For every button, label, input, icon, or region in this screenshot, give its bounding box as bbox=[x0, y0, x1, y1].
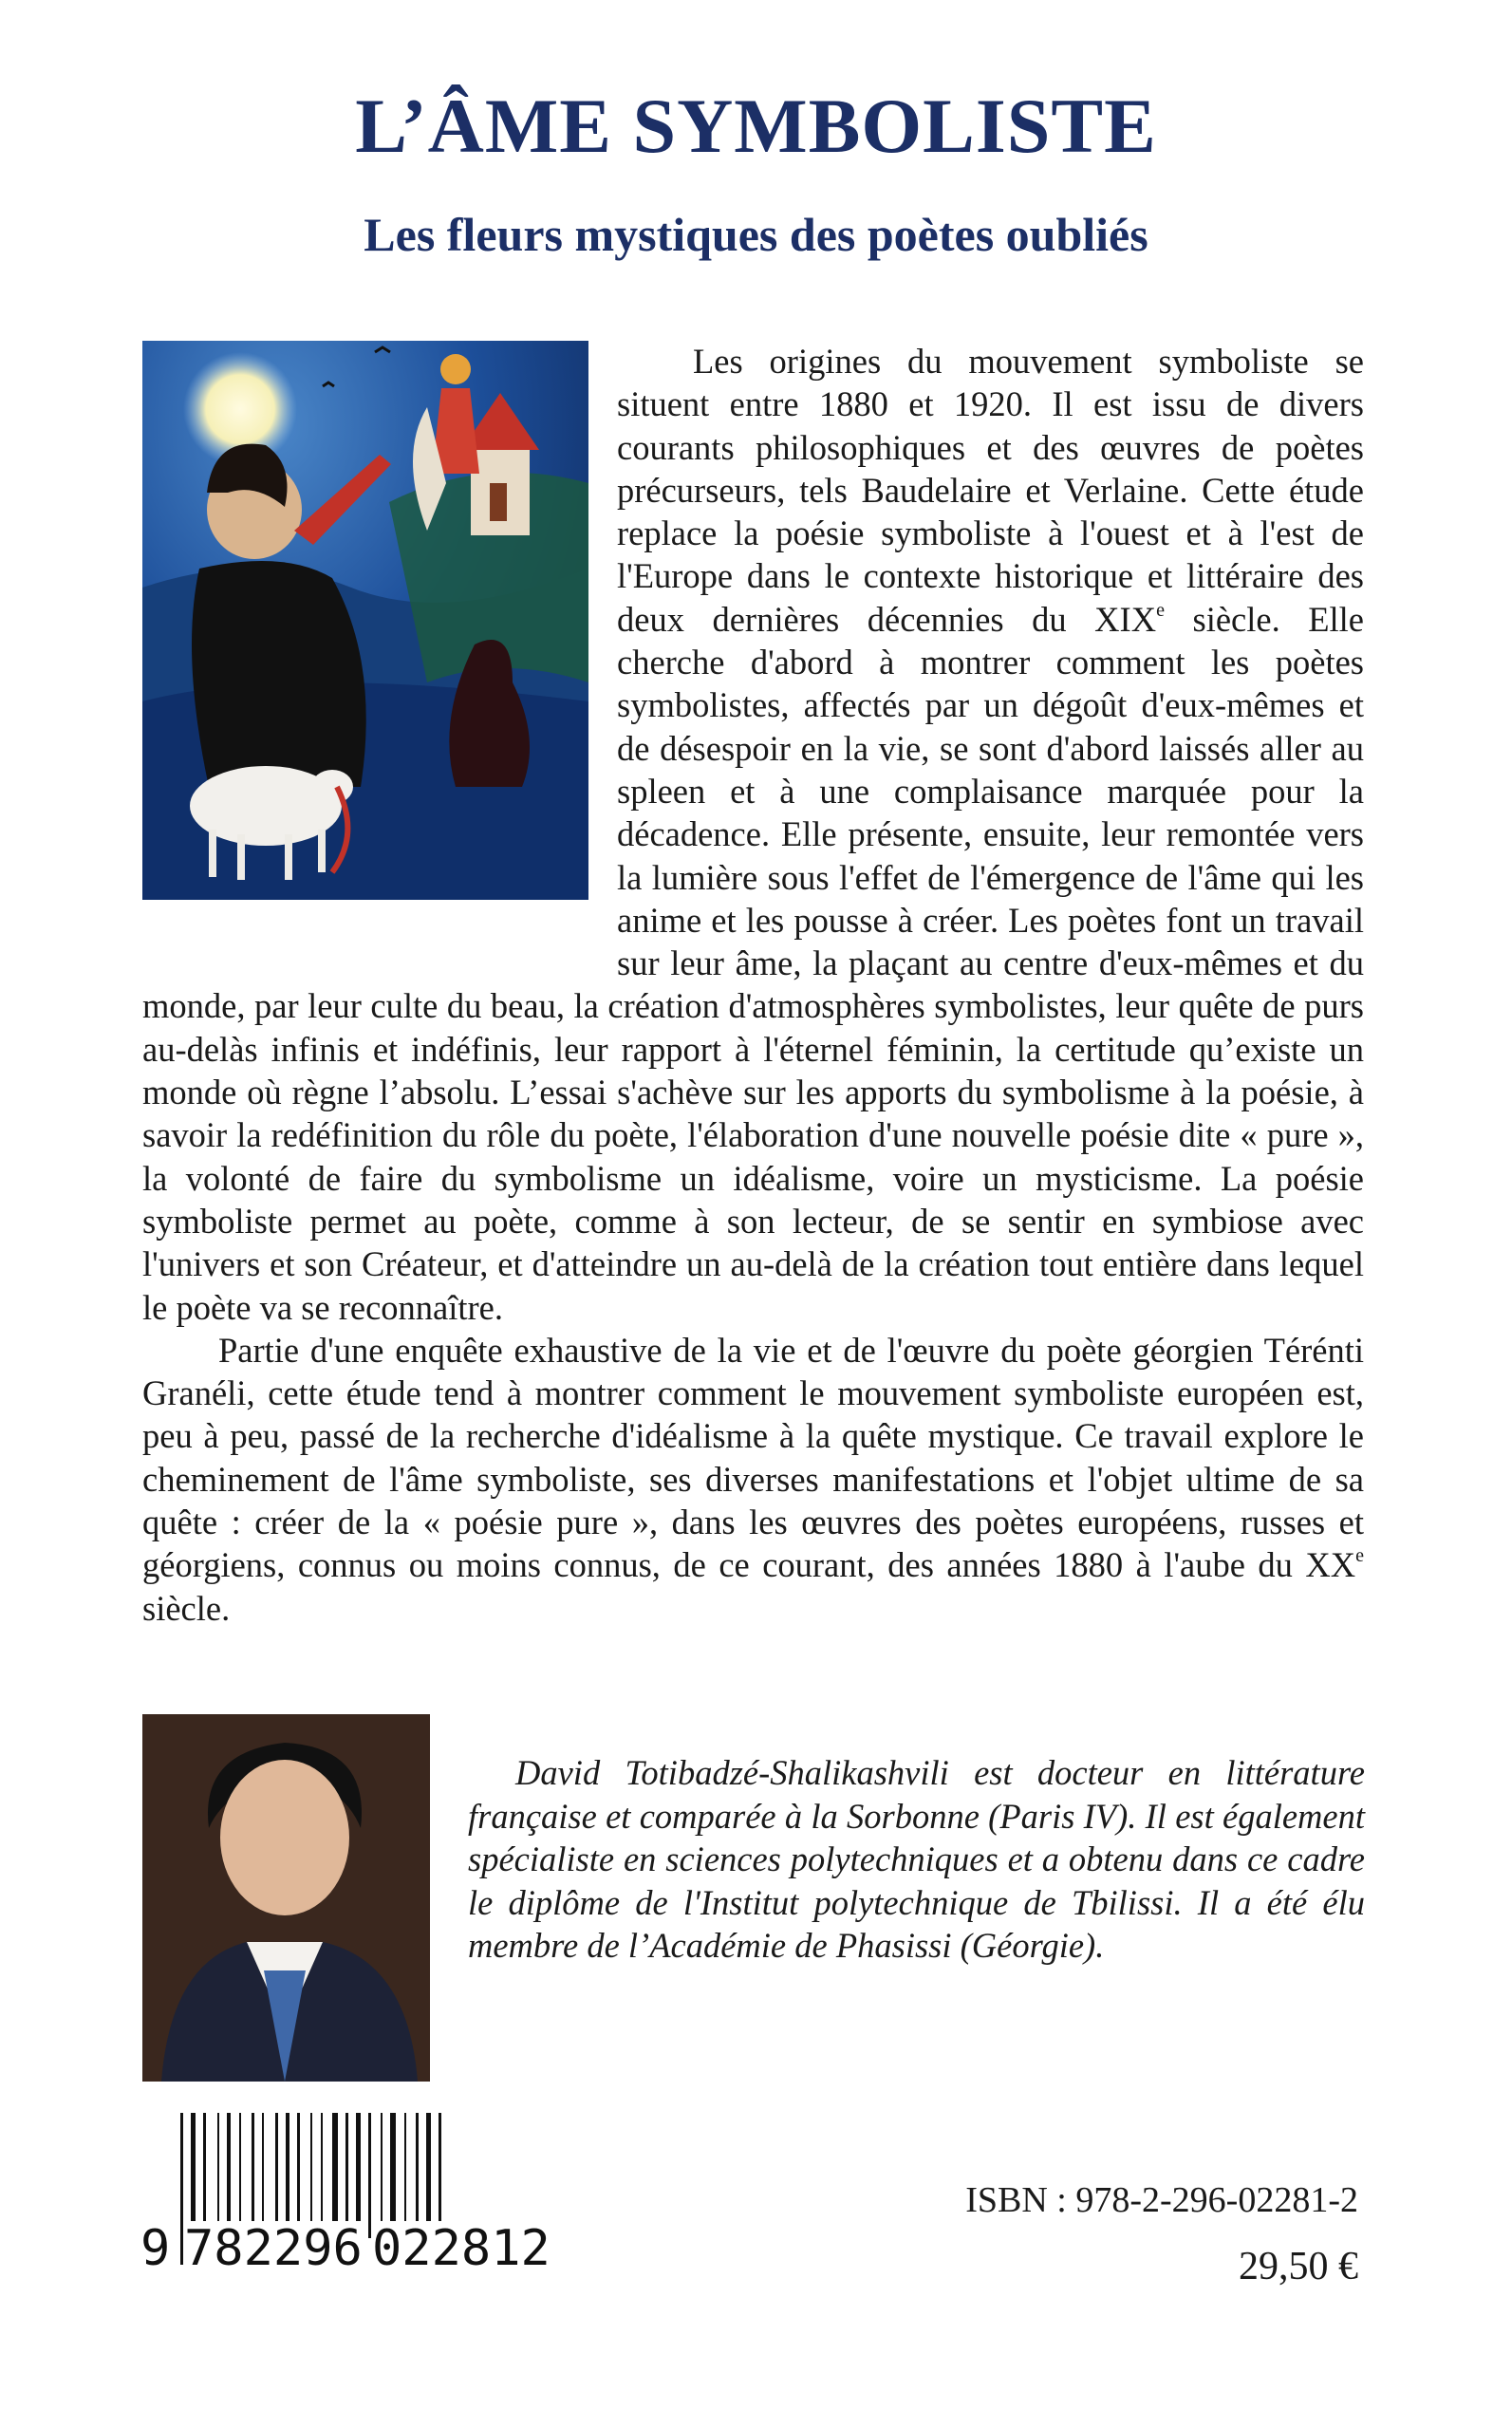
price: 29,50 € bbox=[1239, 2245, 1358, 2288]
summary-paragraph-1: Les origines du mouvement symboliste se situent entre 1880 et 1920. Il est issu de divers courants philosophiques et des œuvres de poètes précurseurs, tels Baudelaire et Verlaine. Cette étude replace la poésie symboliste à l'ouest et à l'est de l'Europe dans le contexte historique et littéraire des deux dernières décennies du XIXe siècle. Elle cherche d'abord à montrer comment les poètes symbolistes, affectés par un dégoût d'eux-mêmes et de désespoir en la vie, se sont d'abord laissés aller au spleen et à une complaisance marquée pour la décadence. Elle présente, ensuite, leur remontée vers la lumière sous l'effet de l'émergence de l'âme qui les anime et les pousse à créer. Les poètes font un travail sur leur âme, la plaçant au centre d'eux-mêmes et du monde, par leur culte du beau, la création d'atmosphères symbolistes, leur quête de purs au-delàs infinis et indéfinis, leur rapport à l'éternel féminin, la certitude qu’existe un monde où règne l’absolu. L’essai s'achève sur les apports du symbolisme à la poésie, à savoir la redéfinition du rôle du poète, l'élaboration d'une nouvelle poésie dite « pure », la volonté de faire du symbolisme un idéalisme, voire un mysticisme. La poésie symboliste permet au poète, comme à son lecteur, de se sentir en symbiose avec l'univers et son Créateur, et d'atteindre un au-delà de la création tout entière dans lequel le poète va se reconnaître. bbox=[142, 342, 1364, 1327]
author-photo bbox=[142, 1714, 430, 2082]
barcode-bar bbox=[368, 2113, 371, 2238]
barcode-digit-first: 9 bbox=[140, 2220, 171, 2277]
isbn: ISBN : 978-2-296-02281-2 bbox=[965, 2180, 1358, 2220]
book-summary bbox=[142, 340, 1364, 1630]
book-title: L’ÂME SYMBOLISTE bbox=[355, 83, 1157, 169]
barcode-digits-right: 022812 bbox=[372, 2220, 551, 2277]
barcode-digits-left: 782296 bbox=[184, 2220, 363, 2277]
barcode-digits bbox=[140, 2221, 558, 2278]
book-subtitle: Les fleurs mystiques des poètes oubliés bbox=[364, 208, 1148, 261]
painting-spacer bbox=[142, 340, 617, 954]
author-bio: David Totibadzé-Shalikashvili est docteur en littérature française et comparée à la Sorbonne (Paris IV). Il est également spécialiste en sciences polytechniques et a obtenu dans ce cadre le diplôme de l'Institut polytechnique de Tbilissi. Il a été élu membre de l’Académie de Phasissi (Géorgie). bbox=[468, 1753, 1365, 1965]
summary-paragraph-2: Partie d'une enquête exhaustive de la vie et de l'œuvre du poète géorgien Térénti Granéli, cette étude tend à montrer comment le mouvement symboliste européen est, peu à peu, passé de la recherche d'idéalisme à la quête mystique. Ce travail explore le cheminement de l'âme symboliste, ses diverses manifestations et l'objet ultime de sa quête : créer de la « poésie pure », dans les œuvres des poètes européens, russes et géorgiens, connus ou moins connus, de ce courant, des années 1880 à l'aube du XXe siècle. bbox=[142, 1330, 1364, 1628]
